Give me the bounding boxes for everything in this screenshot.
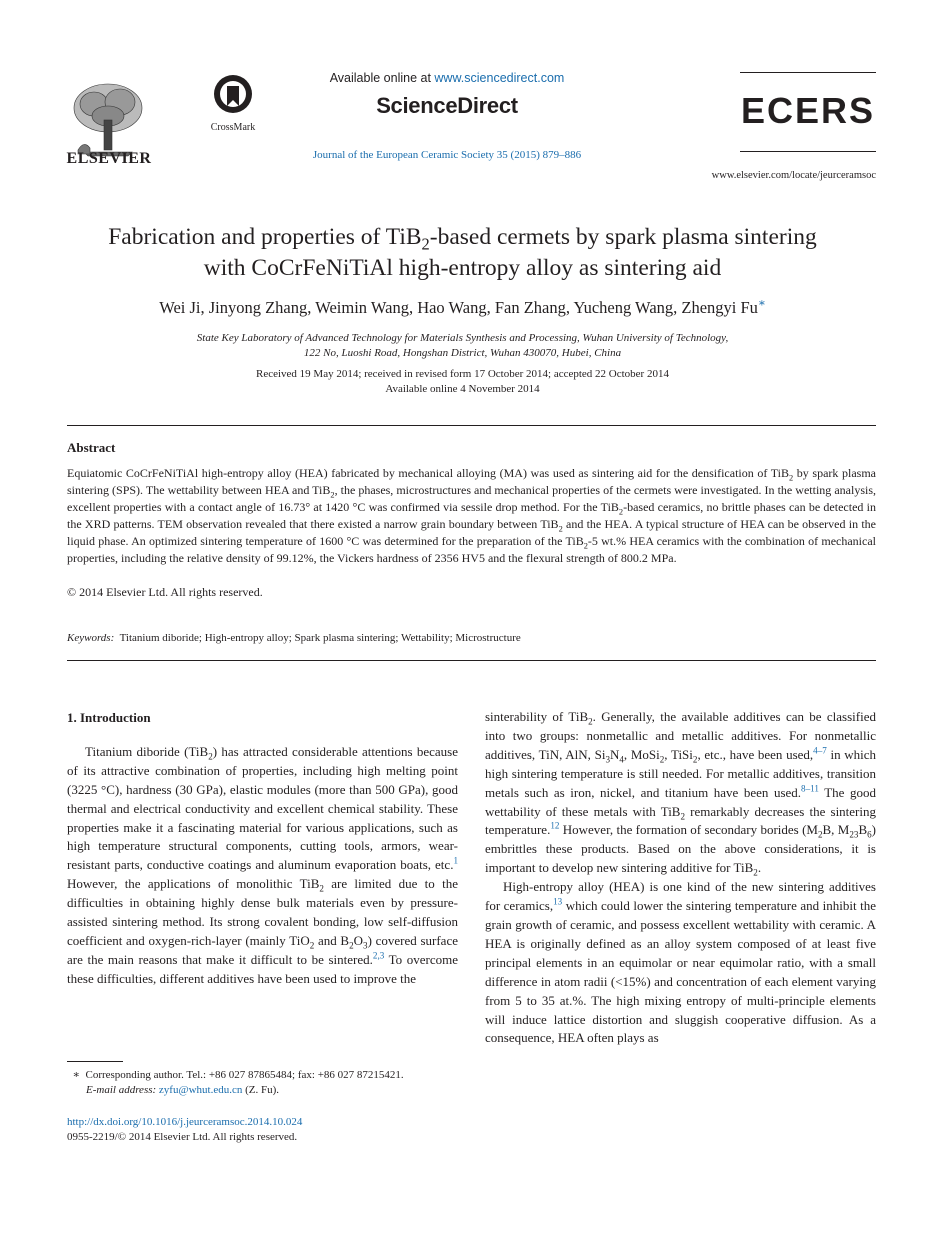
left-column — [67, 709, 458, 989]
keywords-label: Keywords: — [67, 632, 115, 644]
authors-text: Wei Ji, Jinyong Zhang, Weimin Wang, Hao Wang, Fan Zhang, Yucheng Wang, Zhengyi Fu — [159, 298, 758, 317]
title-part1: Fabrication and properties of TiB — [108, 224, 422, 250]
keywords — [67, 632, 521, 644]
sciencedirect-link[interactable]: www.sciencedirect.com — [434, 71, 565, 85]
affiliation — [40, 331, 885, 361]
corresponding-author-mark[interactable]: ∗ — [757, 297, 766, 310]
author-list — [40, 298, 885, 318]
doi-link[interactable]: http://dx.doi.org/10.1016/j.jeurceramsoc.2014.10.024 — [67, 1116, 303, 1128]
received-dates: Received 19 May 2014; received in revised form 17 October 2014; accepted 22 October 2014 — [256, 368, 669, 380]
crossmark-badge[interactable] — [205, 74, 261, 133]
abstract-bottom-rule — [67, 660, 876, 661]
ecers-rule-top — [740, 72, 876, 73]
email-suffix: (Z. Fu). — [245, 1084, 280, 1096]
title-subscript: 2 — [421, 234, 430, 254]
publisher-name: ELSEVIER — [66, 150, 152, 167]
intro-paragraph-1-cont: sinterability of TiB$_2$. Generally, the available additives can be classified into two groups: nonmetallic and metallic additives. For nonmetallic additives, TiN, AlN, $Si_3N_4$, MoSi$_2$, TiSi$_2$, etc., have been used,$^{4-7}$ in which high sintering temperature is still needed. For metallic additives, transition metals such as iron, nickel, and titanium have been used.$^{8-11}$ The good wettability of these metals with TiB$_2$ remarkably decreases the sintering temperature.$^{12}$ However, the formation of secondary borides ($M_2B$, $M_{23}B_6$) embrittles these products. Based on the above considerations, it is important to develop new sintering additive for TiB$_2$. — [485, 709, 877, 878]
available-online-prefix: Available online at — [329, 71, 435, 85]
title-line2: with CoCrFeNiTiAl high-entropy alloy as sintering aid — [203, 255, 722, 281]
issn-copyright: 0955-2219/© 2014 Elsevier Ltd. All rights reserved. — [67, 1131, 298, 1143]
header-center — [262, 71, 632, 161]
abstract-body: Equiatomic CoCrFeNiTiAl high-entropy alloy (HEA) fabricated by mechanical alloying (MA) was used as sintering aid for the densification of TiB$_2$ by spark plasma sintering (SPS). The wettability between HEA and TiB$_2$, the phases, microstructures and mechanical properties of the cermets were investigated. In the wetting analysis, excellent properties with a contact angle of 16.73° at 1420 °C was confirmed via sessile drop method. For the TiB$_2$-based ceramics, no brittle phases can be detected in the XRD patterns. TEM observation revealed that there existed a narrow grain boundary between TiB$_2$ and the HEA. A typical structure of HEA can be observed in the liquid phase. An optimized sintering temperature of 1600 °C was determined for the preparation of the TiB$_2$-5 wt.% HEA ceramics with the combination of mechanical properties, including the relative density of 99.12%, the Vickers hardness of 2356 HV5 and the flexural strength of 800.2 MPa. — [67, 466, 876, 565]
section-heading-introduction: 1. Introduction — [67, 710, 151, 725]
affiliation-line1: State Key Laboratory of Advanced Technology for Materials Synthesis and Processing, Wuhan University of Technology, — [196, 332, 729, 344]
footnote-corresponding: Corresponding author. Tel.: +86 027 87865484; fax: +86 027 87215421. — [85, 1069, 404, 1081]
footnote-star: ∗ — [72, 1069, 80, 1081]
journal-reference[interactable]: Journal of the European Ceramic Society 35 (2015) 879–886 — [312, 149, 582, 161]
author-email-link[interactable]: zyfu@whut.edu.cn — [158, 1084, 243, 1096]
intro-paragraph-1: Titanium diboride (TiB$_2$) has attracted considerable attentions because of its attractive combination of properties, including high melting point (3225 °C), hardness (30 GPa), elastic modules (more than 500 GPa), good thermal and electrical conductivity and excellent chemical stability. These properties make it a fascinating material for various applications, such as high temperature structural components, cutting tools, armors, wear-resistant parts, conductive coatings and aluminum evaporation boats, etc.$^1$ However, the applications of monolithic TiB$_2$ are limited due to the difficulties in obtaining highly dense bulk materials even by pressure-assisted sintering method. Its strong covalent bonding, low self-diffusion coefficient and oxygen-rich-layer (mainly TiO$_2$ and $B_2O_3$) covered surface are the main reasons that make it difficult to be sintered.$^{2,3}$ To overcome these difficulties, different additives have been used to improve the — [67, 743, 459, 986]
abstract-top-rule — [67, 425, 876, 426]
abstract-copyright: © 2014 Elsevier Ltd. All rights reserved. — [67, 585, 263, 599]
article-title — [40, 222, 885, 284]
title-part2: -based cermets by spark plasma sintering — [429, 224, 817, 250]
article-dates — [40, 367, 885, 397]
affiliation-line2: 122 No, Luoshi Road, Hongshan District, Wuhan 430070, Hubei, China — [303, 347, 622, 359]
available-date: Available online 4 November 2014 — [385, 383, 540, 395]
sciencedirect-brand: ScienceDirect — [376, 93, 518, 118]
crossmark-label: CrossMark — [210, 122, 256, 133]
abstract-heading: Abstract — [67, 440, 116, 455]
ecers-logo-text: ECERS — [740, 90, 876, 131]
crossmark-icon — [213, 74, 253, 116]
intro-paragraph-2: High-entropy alloy (HEA) is one kind of the new sintering additives for ceramics,$^{13}$ which could lower the sintering temperature and inhibit the grain growth of ceramic, and possess excellent wettability with ceramic. A HEA is originally defined as an alloy system composed of at least five principal elements in an equimolar or near equimolar ratio, with a small difference in atom radii (<15%) and concentration of each element varying from 5 to 35 at.%. The high mixing entropy of multi-principle elements will induce lattice distortion and sluggish cooperative diffusion. As a consequence, HEA often plays as — [485, 879, 876, 1046]
doi-block — [67, 1115, 302, 1145]
right-column — [485, 708, 876, 1048]
journal-url[interactable]: www.elsevier.com/locate/jeurceramsoc — [711, 170, 876, 181]
ecers-logo — [740, 72, 876, 152]
available-online — [262, 71, 632, 85]
footnote-rule — [67, 1061, 123, 1062]
ecers-rule-bottom — [740, 151, 876, 152]
corresponding-author-footnote — [67, 1068, 458, 1098]
keywords-text: Titanium diboride; High-entropy alloy; Spark plasma sintering; Wettability; Microstructure — [119, 632, 521, 644]
email-label: E-mail address: — [86, 1084, 157, 1096]
